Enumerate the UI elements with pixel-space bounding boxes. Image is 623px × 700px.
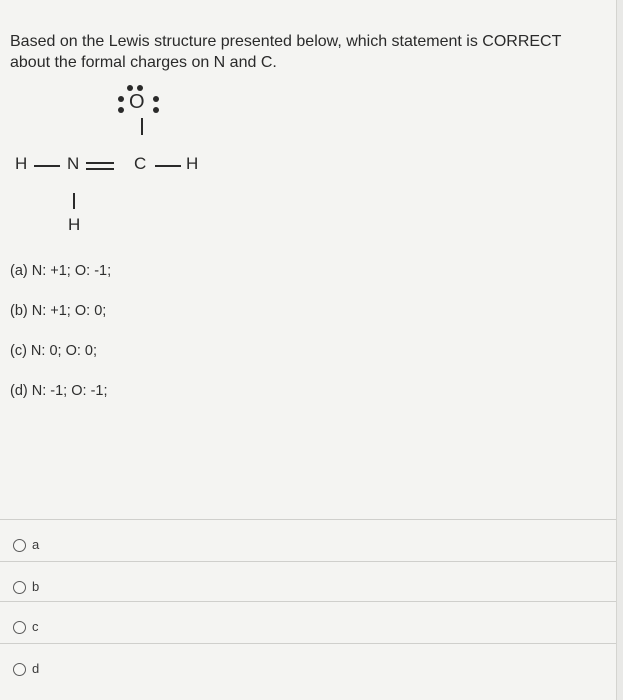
atom-h-left: H [15,154,28,173]
question-line-1: Based on the Lewis structure presented below, which statement is CORRECT [10,33,562,50]
lewis-structure [0,80,260,250]
lone-pair-dot [118,96,124,102]
answer-statement-c: (c) N: 0; O: 0; [10,343,98,359]
radio-button-b[interactable] [13,581,26,594]
lone-pair-dot [153,107,159,113]
option-label-d[interactable]: d [32,661,40,676]
atom-oxygen: O [129,91,145,113]
radio-button-c[interactable] [13,621,26,634]
atom-h-right: H [186,154,199,173]
lone-pair-dot [153,96,159,102]
question-text [10,31,610,73]
bond-n-h [73,193,75,209]
radio-button-a[interactable] [13,539,26,552]
option-row-b[interactable] [0,561,616,602]
bond-h-n [34,165,60,167]
atom-carbon: C [134,154,147,173]
question-line-2: about the formal charges on N and C. [10,54,277,71]
option-row-c[interactable] [0,601,616,642]
option-row-d[interactable] [0,643,616,684]
bond-c-h [155,165,181,167]
option-row-a[interactable] [0,519,616,560]
option-label-b[interactable]: b [32,579,40,594]
atom-h-bottom: H [68,215,81,234]
option-label-c[interactable]: c [32,619,39,634]
radio-button-d[interactable] [13,663,26,676]
atom-nitrogen: N [67,154,80,173]
lone-pair-dot [118,107,124,113]
option-label-a[interactable]: a [32,537,40,552]
bond-n-c-double-top [86,162,114,164]
bond-o-c [141,118,143,135]
bond-n-c-double-bottom [86,168,114,170]
answer-statement-d: (d) N: -1; O: -1; [10,383,108,399]
answer-statement-b: (b) N: +1; O: 0; [10,303,107,319]
answer-statement-a: (a) N: +1; O: -1; [10,263,112,279]
